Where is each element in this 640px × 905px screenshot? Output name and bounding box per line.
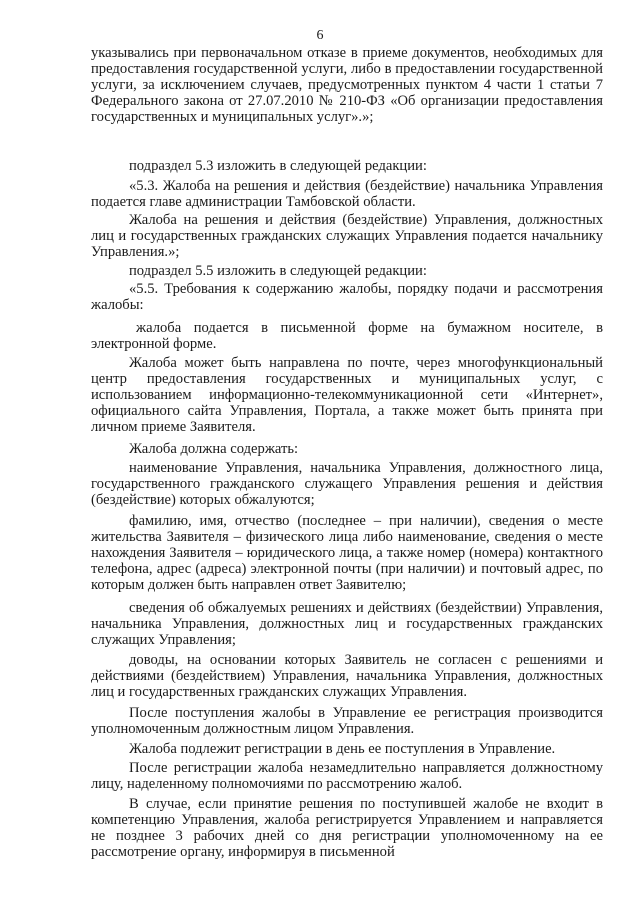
paragraph-registration: После поступления жалобы в Управление ее регистрация производится уполномоченным должностным лицом Управления. [91,705,603,738]
paragraph-item-decisions: сведения об обжалуемых решениях и действиях (бездействии) Управления, начальника Управления, должностных лиц и государственных гражданских служащих Управления; [91,600,603,649]
page-number: 6 [316,28,324,43]
paragraph-5-5: «5.5. Требования к содержанию жалобы, порядку подачи и рассмотрения жалобы: [91,281,603,314]
paragraph-complaint-contents: Жалоба должна содержать: [129,441,299,457]
paragraph-competence: В случае, если принятие решения по поступившей жалобе не входит в компетенцию Управления, жалоба регистрируется Управлением и направляется не позднее 3 рабочих дней со дня регистрации уполномоченному на ее рассмотрение органу, информируя в письменной [91,796,603,861]
paragraph-item-arguments: доводы, на основании которых Заявитель не согласен с решениями и действиями (бездействием) Управления, начальника Управления, должностных лиц и государственных гражданских служащих Управления. [91,652,603,701]
paragraph-item-applicant: фамилию, имя, отчество (последнее – при наличии), сведения о месте жительства Заявителя – физического лица либо наименование, сведения о месте нахождения Заявителя – юридического лица, а также номер (номера) контактного телефона, адрес (адреса) электронной почты (при наличии) и почтовый адрес, по которым должен быть направлен ответ Заявителю; [91,513,603,594]
paragraph-item-names: наименование Управления, начальника Управления, должностного лица, государственного гражданского служащего Управления решения и действия (бездействие) которых обжалуются; [91,460,603,509]
paragraph-subsection-5-5-intro: подраздел 5.5 изложить в следующей редакции: [129,263,427,279]
paragraph-5-3-second: Жалоба на решения и действия (бездействие) Управления, должностных лиц и государственных гражданских служащих Управления подается начальнику Управления.»; [91,212,603,261]
paragraph-registration-day: Жалоба подлежит регистрации в день ее поступления в Управление. [129,741,556,757]
paragraph-complaint-form: жалоба подается в письменной форме на бумажном носителе, в электронной форме. [91,320,603,353]
paragraph-5-3: «5.3. Жалоба на решения и действия (бездействие) начальника Управления подается главе администрации Тамбовской области. [91,178,603,211]
paragraph-subsection-5-3-intro: подраздел 5.3 изложить в следующей редакции: [129,158,427,174]
paragraph-continuation: указывались при первоначальном отказе в приеме документов, необходимых для предоставления государственной услуги, либо в предоставлении государственной услуги, за исключением случаев, предусмотренных пунктом 4 части 1 статьи 7 Федерального закона от 27.07.2010 № 210-ФЗ «Об организации предоставления государственных и муниципальных услуг».»; [91,45,603,126]
paragraph-forwarding: После регистрации жалоба незамедлительно направляется должностному лицу, наделенному полномочиями по рассмотрению жалоб. [91,760,603,793]
paragraph-complaint-channels: Жалоба может быть направлена по почте, через многофункциональный центр предоставления государственных и муниципальных услуг, с использованием информационно-телекоммуникационной сети «Интернет», официального сайта Управления, Портала, а также может быть принята при личном приеме Заявителя. [91,355,603,436]
